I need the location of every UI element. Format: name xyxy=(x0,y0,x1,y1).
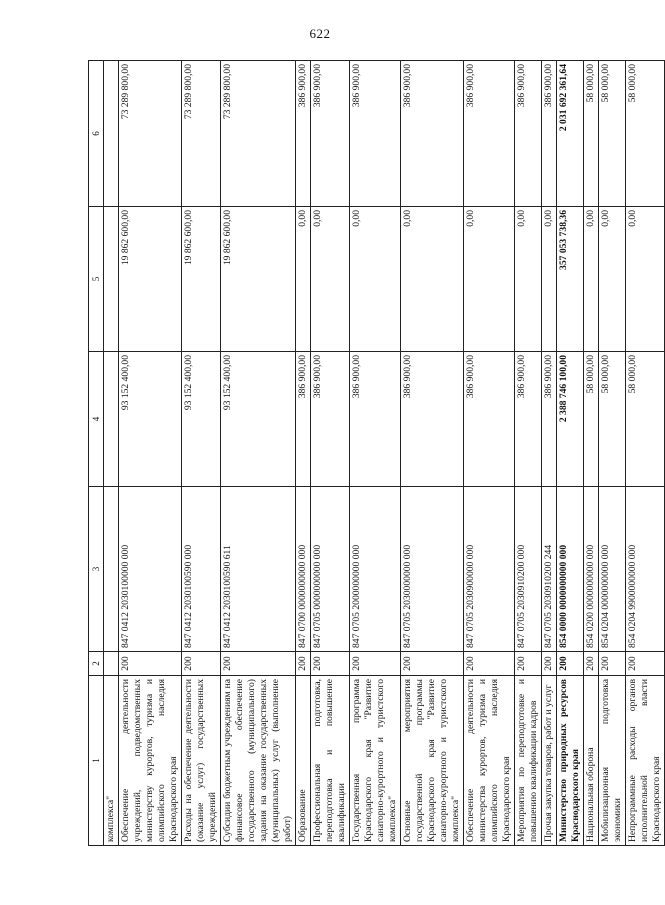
row-executed-cell: 357 053 738,36 xyxy=(557,207,584,352)
row-assigned-cell: 386 900,00 xyxy=(350,352,401,487)
row-assigned-cell: 2 388 746 100,00 xyxy=(557,352,584,487)
budget-table-body xyxy=(89,61,665,846)
row-name-cell: Государственная программа Краснодарского края "Развитие санаторно-курортного и туристского комплекса" xyxy=(350,676,401,846)
row-executed-cell: 0,00 xyxy=(311,207,350,352)
row-type-cell: 200 xyxy=(221,652,296,676)
row-type-cell: 200 xyxy=(296,652,311,676)
row-remaining-cell xyxy=(104,61,119,207)
row-remaining-cell: 58 000,00 xyxy=(626,61,665,207)
table-row xyxy=(515,61,542,846)
row-remaining-cell: 386 900,00 xyxy=(515,61,542,207)
row-executed-cell: 19 862 600,00 xyxy=(182,207,221,352)
row-name-cell: Прочая закупка товаров, работ и услуг xyxy=(542,676,557,846)
table-row xyxy=(557,61,584,846)
budget-table-wrapper xyxy=(88,61,662,846)
row-type-cell: 200 xyxy=(311,652,350,676)
row-code-cell: 854 0204 9900000000 000 xyxy=(626,487,665,652)
row-assigned-cell: 58 000,00 xyxy=(626,352,665,487)
row-name-cell: Образование xyxy=(296,676,311,846)
row-code-cell: 847 0412 2030100000 000 xyxy=(119,487,182,652)
row-executed-cell: 0,00 xyxy=(350,207,401,352)
column-header: 5 xyxy=(89,207,104,352)
table-row xyxy=(464,61,515,846)
row-remaining-cell: 58 000,00 xyxy=(584,61,599,207)
table-row xyxy=(311,61,350,846)
row-remaining-cell: 386 900,00 xyxy=(542,61,557,207)
row-name-cell: Мобилизационная подготовка экономики xyxy=(599,676,626,846)
table-row xyxy=(401,61,464,846)
row-assigned-cell: 58 000,00 xyxy=(599,352,626,487)
row-type-cell: 200 xyxy=(401,652,464,676)
table-row xyxy=(182,61,221,846)
row-assigned-cell: 386 900,00 xyxy=(464,352,515,487)
row-type-cell: 200 xyxy=(584,652,599,676)
table-row xyxy=(542,61,557,846)
row-executed-cell: 0,00 xyxy=(584,207,599,352)
row-name-cell: Профессиональная подготовка, переподготовка и повышение квалификации xyxy=(311,676,350,846)
row-type-cell: 200 xyxy=(515,652,542,676)
row-assigned-cell: 93 152 400,00 xyxy=(182,352,221,487)
table-row xyxy=(584,61,599,846)
row-code-cell: 847 0705 0000000000 000 xyxy=(311,487,350,652)
column-header: 6 xyxy=(89,61,104,207)
row-remaining-cell: 386 900,00 xyxy=(401,61,464,207)
row-code-cell: 854 0000 0000000000 000 xyxy=(557,487,584,652)
row-executed-cell xyxy=(104,207,119,352)
row-type-cell: 200 xyxy=(626,652,665,676)
row-remaining-cell: 73 289 800,00 xyxy=(182,61,221,207)
row-type-cell: 200 xyxy=(464,652,515,676)
row-code-cell: 847 0700 0000000000 000 xyxy=(296,487,311,652)
row-remaining-cell: 386 900,00 xyxy=(464,61,515,207)
row-remaining-cell: 386 900,00 xyxy=(350,61,401,207)
row-type-cell xyxy=(104,652,119,676)
column-header: 4 xyxy=(89,352,104,487)
row-assigned-cell: 386 900,00 xyxy=(311,352,350,487)
row-code-cell: 854 0200 0000000000 000 xyxy=(584,487,599,652)
row-executed-cell: 19 862 600,00 xyxy=(221,207,296,352)
row-assigned-cell: 386 900,00 xyxy=(401,352,464,487)
table-row xyxy=(296,61,311,846)
row-name-cell: Непрограммные расходы органов исполнительной власти Краснодарского края xyxy=(626,676,665,846)
row-executed-cell: 0,00 xyxy=(464,207,515,352)
row-code-cell: 847 0705 2030900000 000 xyxy=(464,487,515,652)
row-remaining-cell: 386 900,00 xyxy=(311,61,350,207)
row-executed-cell: 0,00 xyxy=(542,207,557,352)
row-remaining-cell: 58 000,00 xyxy=(599,61,626,207)
row-name-cell: Расходы на обеспечение деятельности (оказание услуг) государственных учреждений xyxy=(182,676,221,846)
row-remaining-cell: 73 289 800,00 xyxy=(221,61,296,207)
row-assigned-cell: 93 152 400,00 xyxy=(221,352,296,487)
row-name-cell: Национальная оборона xyxy=(584,676,599,846)
row-executed-cell: 0,00 xyxy=(296,207,311,352)
row-assigned-cell: 93 152 400,00 xyxy=(119,352,182,487)
column-header: 3 xyxy=(89,487,104,652)
row-code-cell: 847 0705 2030910200 000 xyxy=(515,487,542,652)
budget-table xyxy=(88,60,665,846)
row-name-cell: Субсидии бюджетным учреждениям на финансовое обеспечение государственного (муниципального) задания на оказание государственных (муниципальных) услуг (выполнение работ) xyxy=(221,676,296,846)
table-row xyxy=(221,61,296,846)
row-name-cell: Основные мероприятия государственной программы Краснодарского края "Развитие санаторно-курортного и туристского комплекса" xyxy=(401,676,464,846)
row-name-cell: Обеспечение деятельности министерства курортов, туризма и олимпийского наследия Краснодарского края xyxy=(464,676,515,846)
table-row xyxy=(119,61,182,846)
row-type-cell: 200 xyxy=(350,652,401,676)
row-remaining-cell: 2 031 692 361,64 xyxy=(557,61,584,207)
row-remaining-cell: 73 289 800,00 xyxy=(119,61,182,207)
page-number: 622 xyxy=(309,26,331,41)
row-code-cell: 847 0705 2030000000 000 xyxy=(401,487,464,652)
rotated-table-area xyxy=(88,61,662,846)
row-remaining-cell: 386 900,00 xyxy=(296,61,311,207)
row-assigned-cell: 386 900,00 xyxy=(542,352,557,487)
row-code-cell: 847 0412 2030100590 611 xyxy=(221,487,296,652)
row-code-cell xyxy=(104,487,119,652)
row-code-cell: 847 0705 2000000000 000 xyxy=(350,487,401,652)
row-assigned-cell: 386 900,00 xyxy=(296,352,311,487)
row-executed-cell: 0,00 xyxy=(626,207,665,352)
row-name-cell: Министерство природных ресурсов Краснодарского края xyxy=(557,676,584,846)
row-executed-cell: 0,00 xyxy=(401,207,464,352)
row-code-cell: 854 0204 0000000000 000 xyxy=(599,487,626,652)
table-row xyxy=(626,61,665,846)
table-row xyxy=(599,61,626,846)
table-row xyxy=(350,61,401,846)
table-row xyxy=(104,61,119,846)
row-assigned-cell: 386 900,00 xyxy=(515,352,542,487)
row-type-cell: 200 xyxy=(542,652,557,676)
column-number-row xyxy=(89,61,104,846)
row-name-cell: комплекса" xyxy=(104,676,119,846)
row-executed-cell: 0,00 xyxy=(515,207,542,352)
row-type-cell: 200 xyxy=(557,652,584,676)
row-type-cell: 200 xyxy=(599,652,626,676)
row-assigned-cell xyxy=(104,352,119,487)
row-executed-cell: 19 862 600,00 xyxy=(119,207,182,352)
column-header: 1 xyxy=(89,676,104,846)
row-name-cell: Обеспечение деятельности учреждений, подведомственных министерству курортов, туризма и олимпийского наследия Краснодарского края xyxy=(119,676,182,846)
column-header: 2 xyxy=(89,652,104,676)
row-name-cell: Мероприятия по переподготовке и повышению квалификации кадров xyxy=(515,676,542,846)
row-code-cell: 847 0412 2030100590 000 xyxy=(182,487,221,652)
row-executed-cell: 0,00 xyxy=(599,207,626,352)
row-code-cell: 847 0705 2030910200 244 xyxy=(542,487,557,652)
row-type-cell: 200 xyxy=(182,652,221,676)
row-assigned-cell: 58 000,00 xyxy=(584,352,599,487)
row-type-cell: 200 xyxy=(119,652,182,676)
